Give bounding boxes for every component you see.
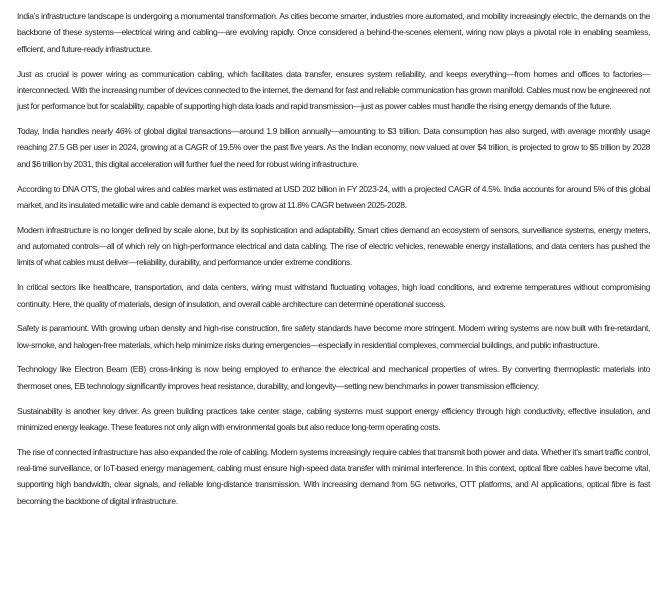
paragraph-critical-sectors: In critical sectors like healthcare, transportation, and data centers, wiring must withstand fluctuating voltages, high load conditions, and extreme temperatures without compromising continuity. Here, the quality of materials, design of insulation, and overall cable architecture can determine operational success. (17, 282, 650, 309)
paragraph-digital-transactions: Today, India handles nearly 46% of global digital transactions—around 1.9 billion annually—amounting to $3 trillion. Data consumption has also surged, with average monthly usage reaching 27.5 GB per user in 2024, growing at a CAGR of 19.5% over the past five years. As the Indian economy, now valued at over $4 trillion, is projected to grow to $5 trillion by 2028 and $6 trillion by 2031, this digital acceleration will further fuel the need for robust wiring infrastructure. (17, 126, 650, 169)
paragraph-sustainability: Sustainability is another key driver. As green building practices take center stage, cabling systems must support energy efficiency through high conductivity, effective insulation, and minimized energy leakage. These features not only align with environmental goals but also reduce long-term operating costs. (17, 405, 650, 432)
paragraph-safety: Safety is paramount. With growing urban density and high-rise construction, fire safety standards have become more stringent. Modern wiring systems are now built with fire-retardant, low-smoke, and halogen-free materials, which help minimize risks during emergencies—especially in residential complexes, commercial buildings, and public infrastructure. (17, 323, 650, 350)
paragraph-communication-cabling: Just as crucial is power wiring as communication cabling, which facilitates data transfer, ensures system reliability, and keeps everything—from homes and offices to factories—interconnected. With the increasing number of devices connected to the internet, the demand for fast and reliable communication has grown manifold. Cables must now be engineered not just for performance but for scalability, capable of supporting high data loads and rapid transmission—just as power cables must handle the rising energy demands of the future. (17, 68, 650, 112)
paragraph-market-size: According to DNA OTS, the global wires and cables market was estimated at USD 202 billion in FY 2023-24, with a projected CAGR of 4.5%. India accounts for around 5% of this global market, and its insulated metallic wire and cable demand is expected to grow at 11.8% CAGR between 2025-2028. (17, 183, 650, 210)
paragraph-eb-technology: Technology like Electron Beam (EB) cross-linking is now being employed to enhance the electrical and mechanical properties of wires. By converting thermoplastic materials into thermoset ones, EB technology significantly improves heat resistance, durability, and longevity—setting new benchmarks in power transmission efficiency. (17, 364, 650, 391)
paragraph-connected-infrastructure: The rise of connected infrastructure has also expanded the role of cabling. Modern systems increasingly require cables that transmit both power and data. Whether it’s smart traffic control, real-time surveillance, or IoT-based energy management, cabling must ensure high-speed data transfer with minimal interference. In this context, optical fibre cables have become vital, supporting high bandwidth, clear signals, and reliable long-distance transmission. With increasing demand from 5G networks, OTT platforms, and AI applications, optical fibre is fast becoming the backbone of digital infrastructure. (17, 446, 650, 506)
paragraph-intro: India’s infrastructure landscape is undergoing a monumental transformation. As cities become smarter, industries more automated, and mobility increasingly electric, the demands on the backbone of these systems—electrical wiring and cabling—are evolving rapidly. Once considered a behind-the-scenes element, wiring now plays a pivotal role in enabling seamless, efficient, and future-ready infrastructure. (17, 11, 650, 54)
paragraph-modern-infrastructure: Modern infrastructure is no longer defined by scale alone, but by its sophistication and adaptability. Smart cities demand an ecosystem of sensors, surveillance systems, energy meters, and automated controls—all of which rely on high-performance electrical and data cabling. The rise of electric vehicles, renewable energy installations, and data centers has pushed the limits of what cables must deliver—reliability, durability, and performance under extreme conditions. (17, 224, 650, 268)
